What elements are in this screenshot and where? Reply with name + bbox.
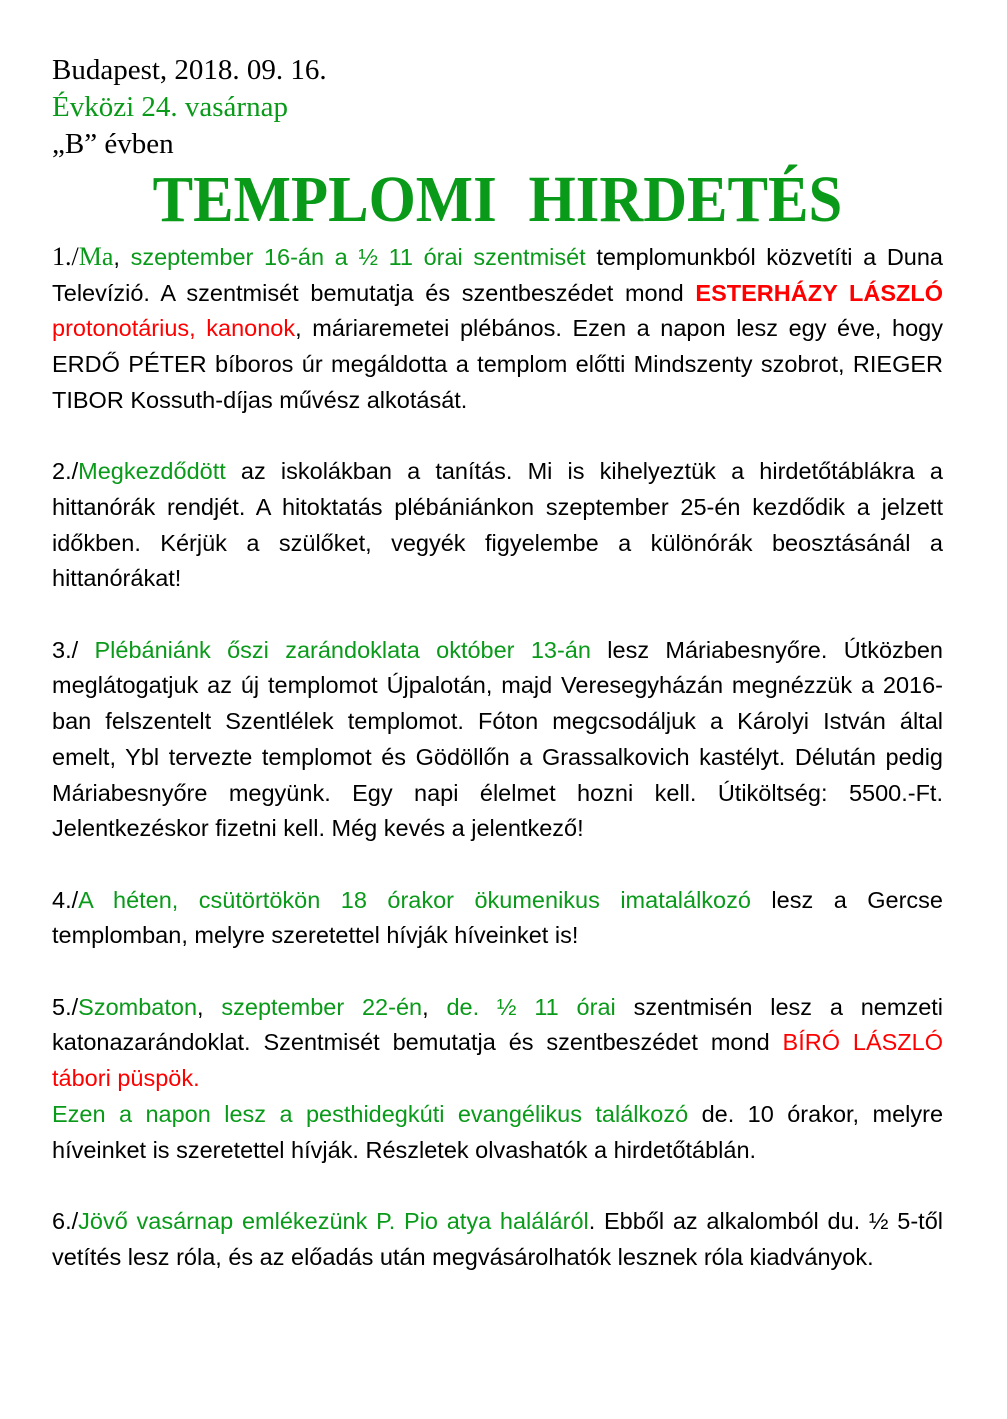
announcement-text-segment: . Ebből az alkalomból du. ½ 5-től vetítés lesz róla, és az előadás után megvásárolhatók lesznek róla kiadványok.: [52, 1207, 943, 1270]
announcement-item: [52, 1204, 943, 1275]
announcement-text-segment: de. ½ 11 órai: [446, 993, 616, 1020]
announcement-text-segment: A héten, csütörtökön 18 órakor ökumenikus imatalálkozó: [78, 886, 751, 913]
announcement-item: [52, 239, 943, 419]
announcement-text-segment: Ezen a napon lesz a pesthidegkúti evangélikus találkozó: [52, 1100, 689, 1127]
announcement-number: 1./: [52, 242, 79, 271]
announcement-number: 5./: [52, 993, 79, 1020]
announcement-text-segment: protonotárius, kanonok: [52, 315, 296, 342]
announcement-text-segment: , máriaremetei plébános. Ezen a napon lesz egy éve, hogy ERDŐ PÉTER bíboros úr megáldotta a templom előtti Mindszenty szobrot, RIEGER TIBOR Kossuth-díjas művész alkotását.: [52, 315, 943, 413]
announcement-item: [52, 990, 943, 1169]
announcement-text-segment: az iskolákban a tanítás. Mi is kihelyeztük a hirdetőtáblákra a hittanórák rendjét. A hitoktatás plébániánkon szeptember 25-én kezdődik a jelzett időkben. Kérjük a szülőket, vegyék figyelembe a különórák beosztásánál a hittanórákat!: [52, 458, 943, 592]
liturgical-day: Évközi 24. vasárnap: [52, 91, 288, 123]
announcement-text-segment: Jövő vasárnap emlékezünk P. Pio atya haláláról: [78, 1207, 589, 1234]
announcement-text-segment: ,: [197, 993, 222, 1020]
announcement-text-segment: Szombaton: [78, 993, 198, 1020]
announcement-text-segment: de. 10 órakor, melyre híveinket is szeretettel hívják. Részletek olvashatók a hirdetőtáblán.: [52, 1100, 944, 1163]
announcement-list: [52, 239, 943, 1275]
year-cycle: „B” évben: [52, 128, 174, 160]
page-title: TEMPLOMI HIRDETÉS: [152, 163, 843, 236]
announcement-text-segment: ESTERHÁZY LÁSZLÓ: [695, 279, 943, 306]
announcement-number: 2./: [52, 458, 79, 485]
announcement-text-segment: szeptember 16-án a ½ 11 órai szentmisét: [130, 244, 586, 270]
announcement-text-segment: ,: [422, 993, 447, 1020]
announcement-item: [52, 883, 943, 954]
announcement-text-segment: BÍRÓ LÁSZLÓ tábori püspök.: [52, 1029, 943, 1092]
announcement-number: 3./: [52, 636, 79, 663]
announcement-item: [52, 633, 943, 847]
announcement-text-segment: ,: [113, 244, 131, 270]
announcement-text-segment: Ma: [78, 242, 114, 271]
announcement-text-segment: lesz Máriabesnyőre. Útközben meglátogatjuk az új templomot Újpalotán, majd Veresegyházán megnézzük a 2016-ban felszentelt Szentlélek templomot. Fóton megcsodáljuk a Károlyi István által emelt, Ybl tervezte templomot és Gödöllőn a Grassalkovich kastélyt. Délután pedig Máriabesnyőre megyünk. Egy napi élelmet hozni kell. Útiköltség: 5500.-Ft. Jelentkezéskor fizetni kell. Még kevés a jelentkező!: [52, 636, 943, 842]
announcement-text-segment: Megkezdődött: [78, 458, 226, 485]
announcement-text-segment: Plébániánk őszi zarándoklata október 13-án: [78, 636, 591, 663]
announcement-text-segment: lesz a Gercse templomban, melyre szeretettel hívják híveinket is!: [52, 886, 943, 949]
announcement-text-segment: szeptember 22-én: [221, 993, 423, 1020]
announcement-page: [52, 52, 943, 1311]
place-date: Budapest, 2018. 09. 16.: [52, 54, 327, 86]
announcement-item: [52, 454, 943, 597]
announcement-number: 6./: [52, 1207, 79, 1234]
announcement-number: 4./: [52, 886, 79, 913]
announcement-text-segment: templomunkból közvetíti a Duna Televízió. A szentmisét bemutatja és szentbeszédet mond: [52, 244, 943, 306]
announcement-text-segment: szentmisén lesz a nemzeti katonazarándoklat. Szentmisét bemutatja és szentbeszédet mond: [52, 993, 944, 1056]
